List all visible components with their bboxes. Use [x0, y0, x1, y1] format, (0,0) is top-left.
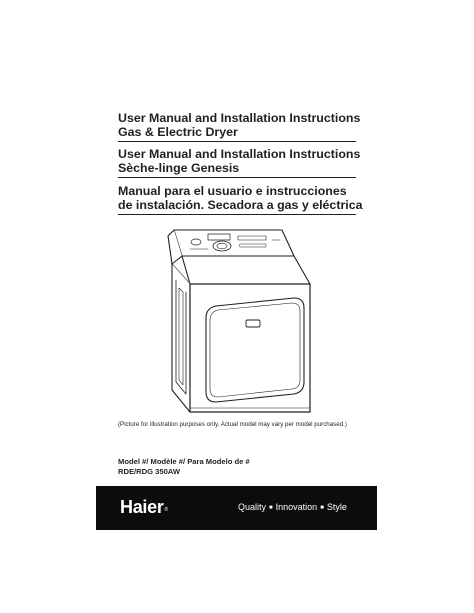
- tagline-separator-icon: ■: [320, 505, 324, 511]
- model-number: RDE/RDG 350AW: [118, 466, 181, 476]
- registered-mark-icon: ®: [164, 507, 168, 513]
- tagline-innovation: Innovation: [275, 502, 318, 512]
- title-french: [118, 147, 361, 178]
- title-french-line2: Sèche-linge Genesis: [118, 161, 240, 175]
- brand-logo-text: Haier: [120, 497, 164, 517]
- title-spanish: [118, 184, 363, 215]
- title-spanish-line2: de instalación. Secadora a gas y eléctrica: [118, 198, 363, 212]
- model-info: [118, 457, 250, 476]
- tagline-style: Style: [326, 502, 347, 512]
- title-spanish-line1: Manual para el usuario e instrucciones: [118, 184, 347, 198]
- haier-logo: [120, 497, 168, 518]
- dryer-illustration: [160, 222, 322, 418]
- tagline-quality: Quality: [238, 502, 267, 512]
- title-english-line1: User Manual and Installation Instructions: [118, 111, 361, 125]
- brand-bar: [96, 486, 377, 530]
- title-french-line1: User Manual and Installation Instructions: [118, 147, 361, 161]
- model-label: Model #/ Modèle #/ Para Modelo de #: [118, 457, 250, 466]
- brand-tagline: [238, 502, 347, 512]
- tagline-separator-icon: ■: [269, 505, 273, 511]
- illustration-disclaimer: (Picture for illustration purposes only. Actual model may vary per model purchased.): [118, 421, 347, 428]
- title-english-line2: Gas & Electric Dryer: [118, 125, 238, 139]
- title-english: [118, 111, 361, 142]
